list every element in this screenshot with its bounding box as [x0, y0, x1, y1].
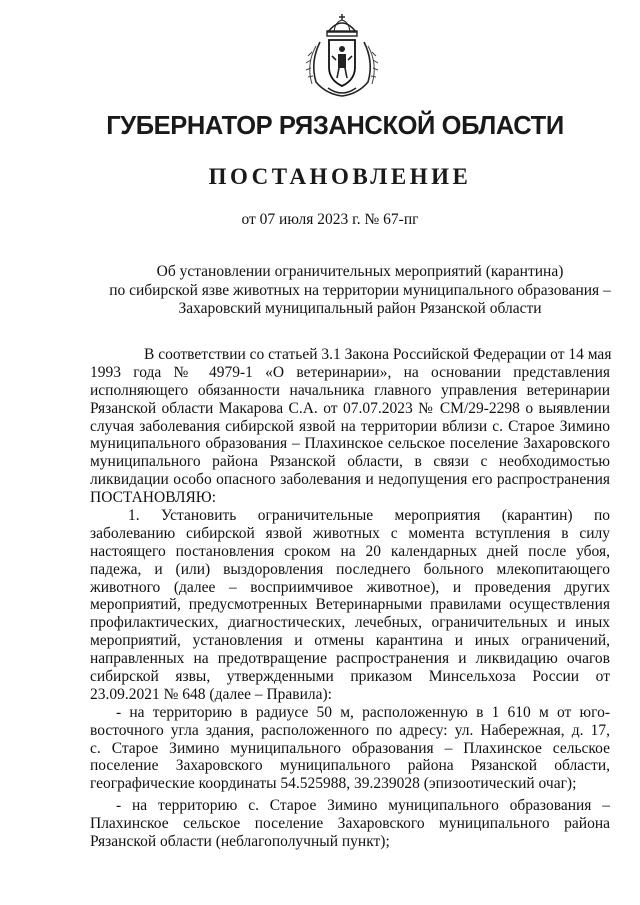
- text-line: Рязанской области Макарова С.А. от 07.07.2023 № СМ/29-2298 о выявлении: [90, 399, 610, 417]
- text-line: географические координаты 54.525988, 39.239028 (эпизоотический очаг);: [90, 775, 577, 793]
- document-subject: [60, 263, 640, 319]
- text-line: В соответствии со статьей 3.1 Закона Российской Федерации от 14 мая: [144, 346, 612, 363]
- document-date-number: от 07 июля 2023 г. № 67-пг: [241, 211, 419, 228]
- text-line: муниципального образования – Плахинское сельское поселение Захаровского: [90, 435, 610, 453]
- preamble-paragraph: [90, 346, 610, 507]
- text-line: Рязанской области (неблагополучный пункт);: [90, 833, 390, 851]
- item-1-paragraph: [90, 507, 610, 704]
- text-line: 1. Установить ограничительные мероприятия (карантин) по: [128, 507, 610, 525]
- text-line: мероприятий, предусмотренных Ветеринарными правилами осуществления: [90, 596, 610, 614]
- text-line: сибирской язвы, утвержденными приказом Минсельхоза России от: [90, 668, 610, 686]
- text-line: ликвидации особо опасного заболевания и недопущения его распространения: [90, 471, 610, 489]
- text-line: профилактических, диагностических, лечебных, ограничительных и иных: [90, 614, 610, 632]
- text-line: с. Старое Зимино муниципального образования – Плахинское сельское: [90, 739, 610, 757]
- text-line: Плахинское сельское поселение Захаровского муниципального района: [90, 815, 610, 833]
- text-line: - на территорию в радиусе 50 м, расположенную в 1 610 м от юго-: [116, 703, 610, 721]
- text-line: мероприятий, установления и отмены карантина и иных ограничений,: [90, 632, 610, 650]
- text-line: 23.09.2021 № 648 (далее – Правила):: [90, 685, 332, 703]
- document-body: [90, 346, 610, 851]
- document-type: ПОСТАНОВЛЕНИЕ: [208, 164, 472, 189]
- text-line: падежа, и (или) выздоровления последнего больного млекопитающего: [90, 560, 610, 578]
- subject-line: по сибирской язве животных на территории муниципального образования –: [109, 281, 611, 299]
- coat-of-arms-icon: [298, 12, 386, 98]
- text-line: животного (далее – восприимчивое животное), и проведения других: [90, 578, 610, 596]
- text-line: исполняющего обязанности начальника главного управления ветеринарии: [90, 381, 610, 399]
- text-line: настоящего постановления сроком на 20 календарных дней после убоя,: [90, 542, 610, 560]
- text-line: случая заболевания сибирской язвой на территории вблизи с. Старое Зимино: [90, 417, 610, 435]
- text-line: направленных на предотвращение распространения и ликвидацию очагов: [90, 650, 610, 668]
- text-line: заболеванию сибирской язвой животных с момента вступления в силу: [90, 524, 610, 542]
- text-line: 1993 года № 4979-1 «О ветеринарии», на основании представления: [90, 363, 610, 381]
- subject-line: Захаровский муниципальный район Рязанской области: [178, 300, 542, 317]
- text-line: муниципального района Рязанской области, в связи с необходимостью: [90, 453, 610, 471]
- text-line: поселение Захаровского муниципального района Рязанской области,: [90, 757, 610, 775]
- subject-line: Об установлении ограничительных мероприятий (карантина): [156, 263, 564, 280]
- item-1-subitem-epizootic-focus: [90, 704, 610, 793]
- resolve-word: ПОСТАНОВЛЯЮ:: [90, 489, 217, 507]
- text-line: - на территорию с. Старое Зимино муниципального образования –: [116, 797, 610, 815]
- item-1-subitem-unfavorable-point: [90, 797, 610, 851]
- text-line: восточного угла здания, расположенного по адресу: ул. Набережная, д. 17,: [90, 721, 610, 739]
- issuing-authority: ГУБЕРНАТОР РЯЗАНСКОЙ ОБЛАСТИ: [106, 112, 564, 140]
